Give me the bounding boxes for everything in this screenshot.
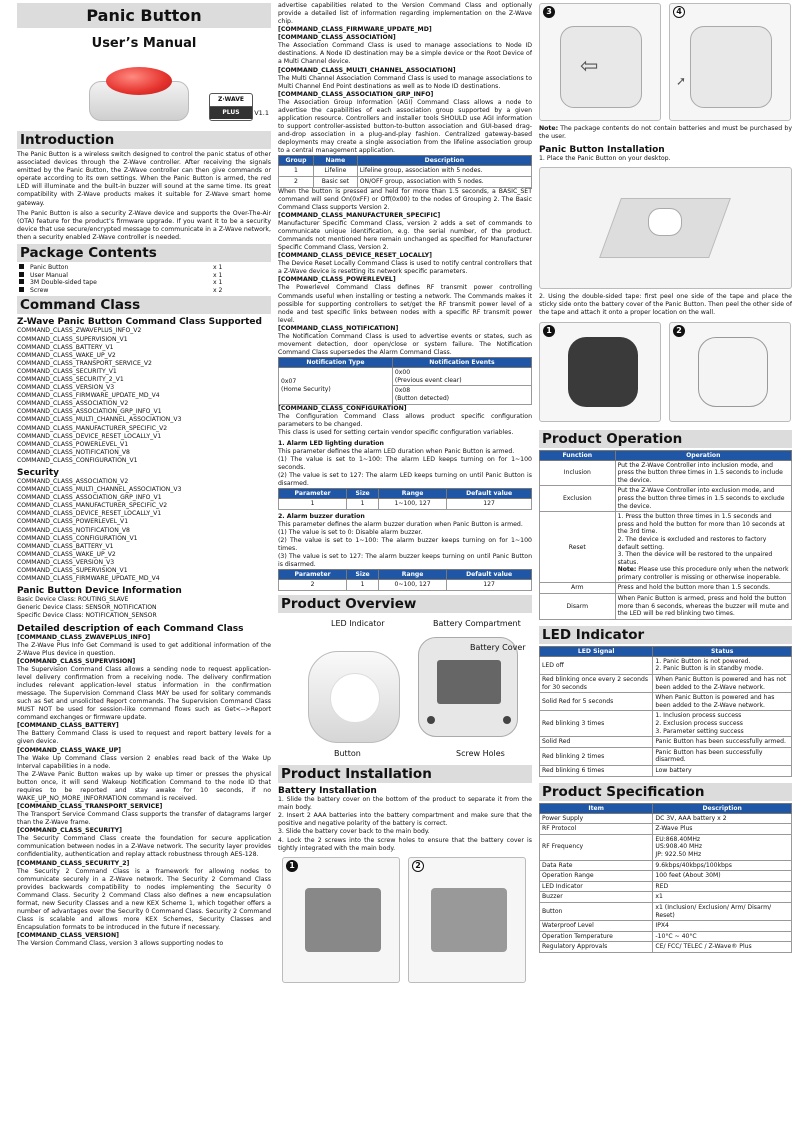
group-header-row <box>279 156 532 166</box>
spec-value: Z-Wave Plus <box>653 824 792 835</box>
led-row <box>540 656 792 674</box>
battery-note: Note: The package contents do not contain batteries and must be purchased by the user. <box>539 125 792 141</box>
details-part-1 <box>17 634 271 949</box>
slide-arrow-icon: ⇦ <box>580 54 599 79</box>
group-table <box>278 155 532 187</box>
led-header: Status <box>653 646 792 656</box>
spec-header: Description <box>653 803 792 813</box>
spec-row <box>540 834 792 860</box>
bullet-square-icon <box>19 264 24 269</box>
package-item-qty: x 1 <box>213 279 223 287</box>
cc-desc: The Security Command Class create the foundation for secure application communication between nodes in a Z-Wave network. The security layer provides confidentiality, authentication and replay attack robustness through AES-128. <box>17 835 271 859</box>
security-item: COMMAND_CLASS_MULTI_CHANNEL_ASSOCIATION_V3 <box>17 486 182 494</box>
notification-table <box>278 357 532 404</box>
reset-step: 3. Then the device will be restored to the unpaired status. <box>617 551 773 566</box>
label-battery-compartment: Battery Compartment <box>433 619 521 629</box>
security-title: Security <box>17 468 60 478</box>
cc-desc: The Association Command Class is used to manage associations to Node ID destinations. A Node ID destination may be a simple device or the Root Device of a Multi Channel device. <box>278 42 532 66</box>
package-item-label: User Manual <box>30 271 68 279</box>
back-view-image <box>418 637 518 737</box>
led-status <box>653 765 792 776</box>
reset-step: 1. Press the button three times in 1.5 seconds and press and hold the button for more than 10 seconds at the 3rd time. <box>617 513 785 536</box>
param-cell: 127 <box>447 580 532 591</box>
notif-event-cell: 0x00 (Previous event clear) <box>392 368 531 386</box>
overview-figure <box>278 615 532 763</box>
spec-item: Operation Range <box>540 871 653 882</box>
spec-row <box>540 892 792 903</box>
security-list <box>17 478 271 583</box>
led-status-line: 1. Inclusion process success <box>655 712 742 720</box>
security-item: COMMAND_CLASS_NOTIFICATION_V8 <box>17 526 130 534</box>
config-name: [COMMAND_CLASS_CONFIGURATION] <box>278 404 407 412</box>
param-cell: 2 <box>279 580 347 591</box>
cc-desc: The Security 2 Command Class is a framework for allowing nodes to communicate securely in a Z-Wave network. The Security 2 Command Class provides backwards compatibility to nodes implementing the Security 0 Command Class. Security 2 Command Class also defines a new encapsulation format, new Security Classes and a new KEX Scheme 1, which together offers a number of advantages over the Security 0 Command Class. Security 2 Command Class is scalable and allows more KEX Schemes, Security Classes and Encapsulation formats to be introduced in the future if necessary. <box>17 867 271 932</box>
spec-value: 9.6kbps/40kbps/100kbps <box>653 860 792 871</box>
spec-value: 100 feet (About 30M) <box>653 871 792 882</box>
label-button: Button <box>334 749 361 759</box>
param-row <box>279 580 532 591</box>
security-item: COMMAND_CLASS_ASSOCIATION_GRP_INFO_V1 <box>17 494 162 502</box>
zwave-plus-logo: Z·WAVE PLUS <box>209 93 253 121</box>
led-status-line: Panic Button has been successfully disarmed. <box>655 748 763 764</box>
cc-name: [COMMAND_CLASS_POWERLEVEL] <box>278 276 396 284</box>
led-row <box>540 737 792 748</box>
detailed-title: Detailed description of each Command Class <box>17 623 244 634</box>
package-item-qty: x 2 <box>213 286 223 294</box>
cc-name: [COMMAND_CLASS_DEVICE_RESET_LOCALLY] <box>278 252 432 260</box>
cc-name: [COMMAND_CLASS_WAKE_UP] <box>17 746 121 754</box>
package-item-name <box>17 272 211 280</box>
panic-install-step-2: 2. Using the double-sided tape: first peel one side of the tape and place the sticky side onto the battery cover of the Panic Button. Then peel the other side of the tape and attach it onto a proper location on the wall. <box>539 293 792 317</box>
op-text: Press and hold the button more than 1.5 seconds. <box>615 583 791 594</box>
param-header: Default value <box>447 489 532 499</box>
spec-row <box>540 942 792 953</box>
group-cell: Lifeline <box>314 166 358 177</box>
param-header: Size <box>347 489 379 499</box>
param-header: Parameter <box>279 489 347 499</box>
supported-item: COMMAND_CLASS_MANUFACTURER_SPECIFIC_V2 <box>17 424 168 432</box>
supported-title: Z-Wave Panic Button Command Class Supported <box>17 317 262 328</box>
supported-item: COMMAND_CLASS_BATTERY_V1 <box>17 343 114 351</box>
operation-heading: Product Operation <box>539 430 792 448</box>
device-info-item: Specific Device Class: NOTIFICATION_SENSOR <box>17 612 157 620</box>
package-item-name <box>17 264 211 272</box>
package-list <box>17 264 271 294</box>
desktop-placement-image <box>539 167 792 289</box>
op-function: Reset <box>540 512 616 583</box>
spec-value: x1 (Inclusion/ Exclusion/ Arm/ Disarm/ Reset) <box>653 902 792 920</box>
battery-step: 3. Slide the battery cover back to the main body. <box>278 828 430 836</box>
wall-step-image-1 <box>539 322 661 422</box>
group-header: Description <box>357 156 531 166</box>
step-number: 4 <box>673 6 685 18</box>
cc-desc: When the button is pressed and held for more than 1.5 seconds, a BASIC_SET command will send On(0xFF) or Off(0x00) to the nodes of Grouping 2. The Basic Command Class supports Version 2. <box>278 187 532 211</box>
supported-item: COMMAND_CLASS_MULTI_CHANNEL_ASSOCIATION_V3 <box>17 416 182 424</box>
spec-header: Item <box>540 803 653 813</box>
param-item: (3) The value is set to 127: The alarm buzzer keeps turning on until Panic Button is disarmed. <box>278 553 532 569</box>
package-item <box>17 279 271 287</box>
spec-row <box>540 860 792 871</box>
label-battery-cover: Battery Cover <box>470 643 526 653</box>
spec-item: RF Frequency <box>540 834 653 860</box>
op-text: When Panic Button is armed, press and hold the button more than 6 seconds, whereas the buzzer will mute and the LED will be red blinking two times. <box>615 594 791 620</box>
param-header-row <box>279 489 532 499</box>
cc-name: [COMMAND_CLASS_ZWAVEPLUS_INFO] <box>17 633 151 641</box>
cc-desc: The Wake Up Command Class version 2 enables read back of the Wake Up Interval capabilities in a node. The Z-Wave Panic Button wakes up by wake up timer or presses the physical button once, it will send Wakeup Notification Command to the node ID that requires to be reported and stay awake for 10 seconds, if no WAKE_UP_NO_MORE_INFORMATION command is received. <box>17 754 271 802</box>
spec-item: Button <box>540 902 653 920</box>
panic-install-title: Panic Button Installation <box>539 145 665 156</box>
spec-item: Waterproof Level <box>540 921 653 932</box>
group-cell: 1 <box>279 166 314 177</box>
supported-item: COMMAND_CLASS_POWERLEVEL_V1 <box>17 440 129 448</box>
wall-figures <box>539 322 792 428</box>
details-part-2a <box>278 2 532 155</box>
config-text-2: This class is used for setting certain vendor specific configuration variables. <box>278 428 514 436</box>
security-item: COMMAND_CLASS_ASSOCIATION_V2 <box>17 478 129 485</box>
supported-item: COMMAND_CLASS_WAKE_UP_V2 <box>17 351 116 359</box>
cc-name: [COMMAND_CLASS_VERSION] <box>17 932 119 940</box>
spec-header-row <box>540 803 792 813</box>
cc-name: [COMMAND_CLASS_NOTIFICATION] <box>278 324 399 332</box>
battery-install-title: Battery Installation <box>278 786 377 797</box>
column-3 <box>539 0 792 1143</box>
supported-list <box>17 327 271 465</box>
spec-value: CE/ FCC/ TELEC / Z-Wave® Plus <box>653 942 792 953</box>
supported-item: COMMAND_CLASS_FIRMWARE_UPDATE_MD_V4 <box>17 392 160 400</box>
param2-desc: This parameter defines the alarm buzzer duration when Panic Button is armed. <box>278 520 523 528</box>
led-status <box>653 747 792 765</box>
notif-events-header: Notification Events <box>392 358 531 368</box>
security-item: COMMAND_CLASS_POWERLEVEL_V1 <box>17 518 129 526</box>
cc-name: [COMMAND_CLASS_MANUFACTURER_SPECIFIC] <box>278 211 441 219</box>
notif-type-cell: 0x07 (Home Security) <box>279 368 393 404</box>
op-function: Exclusion <box>540 486 616 512</box>
manual-subtitle: User’s Manual <box>91 36 197 51</box>
notif-type-header: Notification Type <box>279 358 393 368</box>
group-row <box>279 166 532 177</box>
package-item-name <box>17 279 211 287</box>
cc-name: [COMMAND_CLASS_ASSOCIATION_GRP_INFO] <box>278 90 434 98</box>
param2-items <box>278 529 532 569</box>
spec-value: IPX4 <box>653 921 792 932</box>
supported-item: COMMAND_CLASS_DEVICE_RESET_LOCALLY_V1 <box>17 432 162 440</box>
param-header: Default value <box>447 570 532 580</box>
cc-desc: The Device Reset Locally Command Class is used to notify central controllers that a Z-Wave device is resetting its network specific parameters. <box>278 260 532 276</box>
product-image <box>89 63 189 123</box>
param-header: Size <box>347 570 379 580</box>
spec-item: Operation Temperature <box>540 931 653 942</box>
device-info-item: Generic Device Class: SENSOR_NOTIFICATION <box>17 604 157 612</box>
param-cell: 1 <box>279 499 347 510</box>
overview-heading: Product Overview <box>278 595 532 613</box>
param2-title: 2. Alarm buzzer duration <box>278 512 365 520</box>
wall-step-image-2 <box>669 322 791 422</box>
led-row <box>540 675 792 693</box>
security-item: COMMAND_CLASS_FIRMWARE_UPDATE_MD_V4 <box>17 575 160 583</box>
param-cell: 1 <box>347 499 379 510</box>
op-text: 1. Press the button three times in 1.5 seconds and press and hold the button for more than 10 seconds at the 3rd time. 2. The device is excluded and restores to factory default setting. 3. Then the device will be restored to the unpaired status. Note: Please use this procedure only when the network primary controller is missing or otherwise inoperable. <box>615 512 791 583</box>
step-number: 1 <box>286 860 298 872</box>
param1-desc: This parameter defines the alarm LED duration when Panic Button is armed. <box>278 447 515 455</box>
title-banner: Panic Button <box>17 3 271 28</box>
op-function: Arm <box>540 583 616 594</box>
battery-install-steps <box>278 796 532 853</box>
led-status-line: When Panic Button is powered and has not been added to the Z-Wave network. <box>655 676 787 691</box>
led-status <box>653 737 792 748</box>
bullet-square-icon <box>19 279 24 284</box>
supported-item: COMMAND_CLASS_NOTIFICATION_V8 <box>17 448 130 456</box>
cc-desc: The Battery Command Class is used to request and report battery levels for a given device. <box>17 730 271 746</box>
bullet-square-icon <box>19 272 24 277</box>
step-number: 3 <box>543 6 555 18</box>
label-screw-holes: Screw Holes <box>456 749 505 759</box>
param-cell: 0~100, 127 <box>378 580 446 591</box>
cc-desc: The Association Group Information (AGI) Command Class allows a node to advertise the capabilities of each association group supported by a given application resource. Controllers and installer tools SHOULD use AGI information to support controller-assisted button-to-button association and GUI-based drag-and-drop association in a plug-and-play fashion. Centralized gateway-based deployments may create a single association from the lifeline association group to a central management application. <box>278 98 532 155</box>
package-heading: Package Contents <box>17 244 271 262</box>
package-item-name <box>17 287 211 295</box>
battery-step-image-1 <box>282 857 400 983</box>
led-signal: Red blinking 6 times <box>540 765 653 776</box>
led-signal: LED off <box>540 656 653 674</box>
spec-value: x1 <box>653 892 792 903</box>
spec-row <box>540 871 792 882</box>
package-item-qty: x 1 <box>213 271 223 279</box>
spec-value: EU:868.40MHz US:908.40 MHz JP: 922.50 MHz <box>653 834 792 860</box>
param-header: Range <box>378 489 446 499</box>
spec-row <box>540 881 792 892</box>
package-item-label: 3M Double-sided tape <box>30 279 97 287</box>
bullet-square-icon <box>19 287 24 292</box>
param1-title: 1. Alarm LED lighting duration <box>278 439 384 447</box>
package-item <box>17 287 271 295</box>
cc-name: [COMMAND_CLASS_SECURITY_2] <box>17 859 130 867</box>
security-item: COMMAND_CLASS_WAKE_UP_V2 <box>17 550 116 558</box>
param-header: Range <box>378 570 446 580</box>
led-signal: Red blinking 2 times <box>540 747 653 765</box>
spec-item: Regulatory Approvals <box>540 942 653 953</box>
reset-step: 2. The device is excluded and restores to factory default setting. <box>617 535 767 551</box>
label-led: LED Indicator <box>331 619 385 629</box>
param1-items <box>278 456 532 488</box>
cc-name: [COMMAND_CLASS_BATTERY] <box>17 722 119 730</box>
led-table <box>539 646 792 777</box>
command-class-heading: Command Class <box>17 296 271 314</box>
led-signal: Red blinking once every 2 seconds for 30 seconds <box>540 675 653 693</box>
column-1 <box>17 0 271 1143</box>
supported-item: COMMAND_CLASS_SECURITY_V1 <box>17 367 117 375</box>
screw-arrow-icon: ➚ <box>676 74 687 88</box>
op-text: Put the Z-Wave Controller into inclusion mode, and press the button three times in 1.5 seconds to include the device. <box>615 460 791 486</box>
device-info-item: Basic Device Class: ROUTING_SLAVE <box>17 596 129 604</box>
intro-heading: Introduction <box>17 131 271 149</box>
param-item: (1) The value is set to 0: Disable alarm buzzer. <box>278 529 423 536</box>
cc-desc: The Notification Command Class is used to advertise events or states, such as movement detection, door open/close or system failure. The Notification Command Class supersedes the Alarm Command Class. <box>278 332 532 357</box>
param-header: Parameter <box>279 570 347 580</box>
led-status <box>653 675 792 693</box>
op-function: Disarm <box>540 594 616 620</box>
led-status <box>653 693 792 711</box>
supported-item: COMMAND_CLASS_ASSOCIATION_GRP_INFO_V1 <box>17 408 162 416</box>
led-row <box>540 747 792 765</box>
cc-name: [COMMAND_CLASS_SUPERVISION] <box>17 657 136 665</box>
led-row <box>540 765 792 776</box>
cc-name: [COMMAND_CLASS_MULTI_CHANNEL_ASSOCIATION] <box>278 66 456 74</box>
cc-desc: The Version Command Class, version 3 allows supporting nodes to <box>17 940 224 948</box>
battery-step: 2. Insert 2 AAA batteries into the battery compartment and make sure that the positive and negative polarity of the battery is correct. <box>278 812 532 828</box>
version-label: V1.1 <box>254 109 269 117</box>
led-status-line: 3. Parameter setting success <box>655 727 744 735</box>
intro-paragraph-2: The Panic Button is also a security Z-Wave device and supports the Over-The-Air (OTA) feature for the product’s firmware upgrade. If you want it to be a security device that use secure/encrypted message to communicate in a Z-Wave network, then a security enabled Z-Wave controller is needed. <box>17 209 271 241</box>
group-row <box>279 177 532 188</box>
supported-item: COMMAND_CLASS_TRANSPORT_SERVICE_V2 <box>17 359 152 367</box>
cc-desc: advertise capabilities related to the Version Command Class and optionally provide a detailed list of information regarding implementation on the Z-Wave chip. <box>278 2 532 26</box>
spec-table <box>539 803 792 953</box>
cc-name: [COMMAND_CLASS_FIRMWARE_UPDATE_MD] <box>278 26 432 34</box>
column-2 <box>278 0 532 1143</box>
param-item: (1) The value is set to 1~100: The alarm LED keeps turning on for 1~100 seconds. <box>278 455 532 472</box>
group-cell: ON/OFF group, association with 5 nodes. <box>357 177 531 188</box>
spec-row <box>540 824 792 835</box>
package-item-label: Panic Button <box>30 264 69 272</box>
led-status-line: When Panic Button is powered and has been added to the Z-Wave network. <box>655 694 775 709</box>
cc-desc: The Supervision Command Class allows a sending node to request application-level delivery confirmation from a receiving node. The delivery confirmation includes relevant application-level status information in the confirmation message. The Supervision Command Class MAY be used for solitary commands such as Set and unsolicited Report commands. The Supervision Command Class MUST NOT be used for session-like command flows such as Get<-->Report command exchanges or firmware update. <box>17 665 271 722</box>
group-cell: 2 <box>279 177 314 188</box>
cc-name: [COMMAND_CLASS_ASSOCIATION] <box>278 34 396 42</box>
spec-value: DC 3V, AAA battery x 2 <box>653 813 792 824</box>
security-item: COMMAND_CLASS_CONFIGURATION_V1 <box>17 534 138 542</box>
led-row <box>540 693 792 711</box>
spec-row <box>540 902 792 920</box>
param-row <box>279 499 532 510</box>
spec-row <box>540 921 792 932</box>
cc-desc: The Transport Service Command Class supports the transfer of datagrams larger than the Z-Wave frame. <box>17 811 271 827</box>
led-status-line: Panic Button has been successfully armed. <box>655 738 786 746</box>
param-cell: 127 <box>447 499 532 510</box>
panic-install-step-1: 1. Place the Panic Button on your desktop. <box>539 155 671 163</box>
cc-desc: Manufacturer Specific Command Class, version 2 adds a set of commands to communicate unique identification, e.g. the serial number, of the product. Commands not mentioned here remain unchanged as specified for Manufacturer Specific Command Class, Version 2. <box>278 219 532 252</box>
battery-step: 4. Lock the 2 screws into the screw holes to ensure that the battery cover is tightly integrated with the main body. <box>278 836 532 852</box>
security-item: COMMAND_CLASS_MANUFACTURER_SPECIFIC_V2 <box>17 502 168 510</box>
front-view-image <box>308 651 400 743</box>
cc-desc: The Powerlevel Command Class defines RF transmit power controlling Commands useful when installing or testing a network. The Commands makes it possible for supporting controllers to set/get the RF transmit power level of a node and test specific links between nodes with a specific RF transmit power level. <box>278 284 532 324</box>
led-status-line: 2. Panic Button is in standby mode. <box>655 665 764 673</box>
spec-row <box>540 931 792 942</box>
led-row <box>540 711 792 737</box>
param2-table <box>278 569 532 591</box>
param-cell: 1~100, 127 <box>378 499 446 510</box>
package-item-qty: x 1 <box>213 264 223 272</box>
security-item: COMMAND_CLASS_SUPERVISION_V1 <box>17 567 128 575</box>
led-status-line: 1. Panic Button is not powered. <box>655 657 751 665</box>
installation-heading: Product Installation <box>278 765 532 783</box>
device-info-title: Panic Button Device Information <box>17 586 182 597</box>
param-item: (2) The value is set to 1~100: The alarm buzzer keeps turning on for 1~100 times. <box>278 537 532 553</box>
details-part-2b <box>278 188 532 358</box>
product-hero <box>17 55 271 129</box>
config-text-1: The Configuration Command Class allows product specific configuration parameters to be changed. <box>278 412 532 428</box>
battery-figures-2 <box>539 3 792 123</box>
led-status <box>653 711 792 737</box>
security-item: COMMAND_CLASS_VERSION_V3 <box>17 558 115 566</box>
led-header: LED Signal <box>540 646 653 656</box>
group-cell: Basic set <box>314 177 358 188</box>
security-item: COMMAND_CLASS_DEVICE_RESET_LOCALLY_V1 <box>17 510 162 518</box>
spec-item: Data Rate <box>540 860 653 871</box>
spec-heading: Product Specification <box>539 783 792 801</box>
group-cell: Lifeline group, association with 5 nodes. <box>357 166 531 177</box>
step-number: 2 <box>673 325 685 337</box>
intro-paragraph-1: The Panic Button is a wireless switch designed to control the panic status of other associated devices through the Z-Wave controller. After receiving the signals emitted by the Panic Button, the Z-Wave controller can then give commands or operate according to its own settings. When the Panic Button is armed, the red LED will illuminate and the built-in buzzer will sound at the same time. Its great compatibility with Z-Wave products makes it suitable for Z-Wave smart home gateway. <box>17 151 271 207</box>
battery-step-image-3 <box>539 3 661 121</box>
supported-item: COMMAND_CLASS_CONFIGURATION_V1 <box>17 456 138 464</box>
operation-table <box>539 450 792 620</box>
led-status-line: 2. Exclusion process success <box>655 720 743 727</box>
security-item: COMMAND_CLASS_BATTERY_V1 <box>17 542 114 550</box>
led-signal: Red blinking 3 times <box>540 711 653 737</box>
param-header-row <box>279 570 532 580</box>
group-header: Group <box>279 156 314 166</box>
supported-item: COMMAND_CLASS_VERSION_V3 <box>17 384 115 392</box>
param-cell: 1 <box>347 580 379 591</box>
op-operation-header: Operation <box>615 450 791 460</box>
cc-desc: The Multi Channel Association Command Class is used to manage associations to Multi Channel End Point destinations as well as to Node ID destinations. <box>278 74 532 90</box>
device-info-list <box>17 596 271 620</box>
battery-step-image-4 <box>669 3 791 121</box>
spec-item: RF Protocol <box>540 824 653 835</box>
spec-value: -10°C ~ 40°C <box>653 931 792 942</box>
led-header-row <box>540 646 792 656</box>
led-signal: Solid Red <box>540 737 653 748</box>
group-header: Name <box>314 156 358 166</box>
package-item <box>17 272 271 280</box>
param1-table <box>278 488 532 510</box>
spec-item: Power Supply <box>540 813 653 824</box>
package-item <box>17 264 271 272</box>
cc-name: [COMMAND_CLASS_TRANSPORT_SERVICE] <box>17 803 163 811</box>
spec-row <box>540 813 792 824</box>
step-number: 2 <box>412 860 424 872</box>
supported-item: COMMAND_CLASS_SECURITY_2_V1 <box>17 375 124 383</box>
cc-name: [COMMAND_CLASS_SECURITY] <box>17 827 122 835</box>
op-function-header: Function <box>540 450 616 460</box>
led-heading: LED Indicator <box>539 626 792 644</box>
led-status <box>653 656 792 674</box>
op-text: Put the Z-Wave Controller into exclusion mode, and press the button three times in 1.5 seconds to exclude the device. <box>615 486 791 512</box>
spec-item: Buzzer <box>540 892 653 903</box>
spec-value: RED <box>653 881 792 892</box>
notif-event-cell: 0x08 (Button detected) <box>392 386 531 404</box>
step-number: 1 <box>543 325 555 337</box>
spec-item: LED Indicator <box>540 881 653 892</box>
battery-step: 1. Slide the battery cover on the bottom of the product to separate it from the main body. <box>278 796 532 812</box>
battery-figures <box>278 857 532 987</box>
package-item-label: Screw <box>30 286 49 294</box>
led-status-line: Low battery <box>655 766 692 774</box>
supported-item: COMMAND_CLASS_ASSOCIATION_V2 <box>17 400 129 408</box>
led-signal: Solid Red for 5 seconds <box>540 693 653 711</box>
op-function: Inclusion <box>540 460 616 486</box>
supported-item: COMMAND_CLASS_ZWAVEPLUS_INFO_V2 <box>17 327 142 335</box>
cc-desc: The Z-Wave Plus Info Get Command is used to get additional information of the Z-Wave Plus device in question. <box>17 641 271 657</box>
supported-item: COMMAND_CLASS_SUPERVISION_V1 <box>17 335 128 343</box>
param-item: (2) The value is set to 127: The alarm LED keeps turning on until Panic Button is disarmed. <box>278 472 532 488</box>
battery-step-image-2 <box>408 857 526 983</box>
